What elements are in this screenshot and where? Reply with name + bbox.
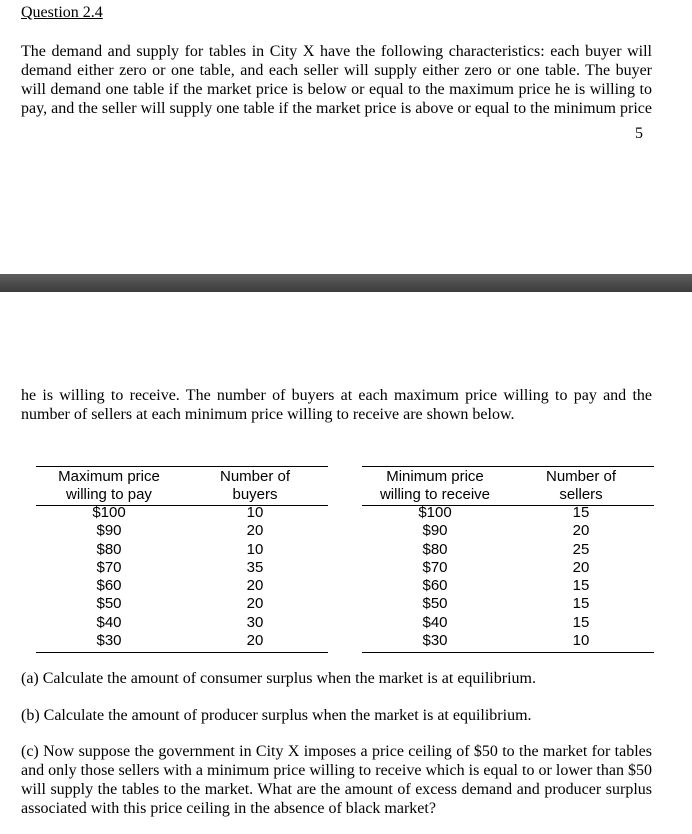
- min-price-column: [362, 466, 508, 650]
- sellers-cell: 15: [572, 595, 590, 613]
- question-c-line: and only those sellers with a minimum price willing to receive which is equal to or lower than $50: [21, 762, 652, 779]
- sellers-cell: 10: [572, 632, 590, 650]
- intro-line: will demand one table if the market price is below or equal to the maximum price he is willing to: [21, 81, 652, 98]
- min-price-cell: $70: [422, 558, 448, 576]
- sellers-cell: 20: [572, 558, 590, 576]
- buyers-cell: 10: [246, 504, 264, 521]
- buyers-cell: 20: [246, 522, 264, 540]
- question-c-line: (c) Now suppose the government in City X imposes a price ceiling of $50 to the market for tables: [21, 743, 652, 760]
- table-bottom-rule-left: [36, 652, 328, 653]
- buyers-header: Number of buyers: [219, 468, 291, 503]
- question-a: (a) Calculate the amount of consumer surplus when the market is at equilibrium.: [21, 670, 536, 687]
- sellers-cell: 20: [572, 522, 590, 540]
- question-b: (b) Calculate the amount of producer surplus when the market is at equilibrium.: [21, 707, 532, 724]
- buyers-cell: 20: [246, 577, 264, 595]
- max-price-header: Maximum price willing to pay: [58, 468, 160, 503]
- sellers-cell: 15: [572, 613, 590, 631]
- max-price-cell: $70: [96, 558, 122, 576]
- continuation-line: he is willing to receive. The number of buyers at each maximum price willing to pay and the: [21, 387, 652, 404]
- max-price-cell: $80: [96, 540, 122, 558]
- max-price-column: [36, 466, 182, 650]
- continuation-line: number of sellers at each minimum price willing to receive are shown below.: [21, 406, 515, 423]
- intro-line: demand either zero or one table, and each seller will supply either zero or one table. The buyer: [21, 62, 652, 79]
- price-table: [36, 466, 654, 653]
- buyers-column: [182, 466, 328, 650]
- max-price-cell: $100: [92, 504, 126, 521]
- sellers-column: [508, 466, 654, 650]
- table-bottom-rule-right: [362, 652, 654, 653]
- min-price-cell: $50: [422, 595, 448, 613]
- buyers-cell: 20: [246, 595, 264, 613]
- sellers-cell: 15: [572, 577, 590, 595]
- buyers-cell: 20: [246, 632, 264, 650]
- max-price-cell: $30: [96, 632, 122, 650]
- sellers-cell: 15: [572, 504, 590, 521]
- min-price-cell: $100: [418, 504, 452, 521]
- question-c-line: will supply the tables to the market. What are the amount of excess demand and producer surplus: [21, 781, 652, 798]
- min-price-cell: $40: [422, 613, 448, 631]
- intro-line: The demand and supply for tables in City X have the following characteristics: each buyer will: [21, 43, 652, 60]
- min-price-cell: $30: [422, 632, 448, 650]
- question-title: Question 2.4: [21, 4, 103, 21]
- buyers-cell: 10: [246, 540, 264, 558]
- max-price-cell: $90: [96, 522, 122, 540]
- min-price-cell: $60: [422, 577, 448, 595]
- min-price-cell: $90: [422, 522, 448, 540]
- intro-line: pay, and the seller will supply one table if the market price is above or equal to the minimum price: [21, 100, 652, 117]
- min-price-header: Minimum price willing to receive: [379, 468, 491, 503]
- max-price-cell: $60: [96, 577, 122, 595]
- min-price-cell: $80: [422, 540, 448, 558]
- question-c-line: associated with this price ceiling in the absence of black market?: [21, 800, 436, 817]
- buyers-cell: 30: [246, 613, 264, 631]
- max-price-cell: $50: [96, 595, 122, 613]
- sellers-header: Number of sellers: [545, 468, 617, 503]
- page-break-divider: [0, 274, 692, 292]
- page-number: 5: [635, 125, 643, 142]
- buyers-cell: 35: [246, 558, 264, 576]
- sellers-cell: 25: [572, 540, 590, 558]
- max-price-cell: $40: [96, 613, 122, 631]
